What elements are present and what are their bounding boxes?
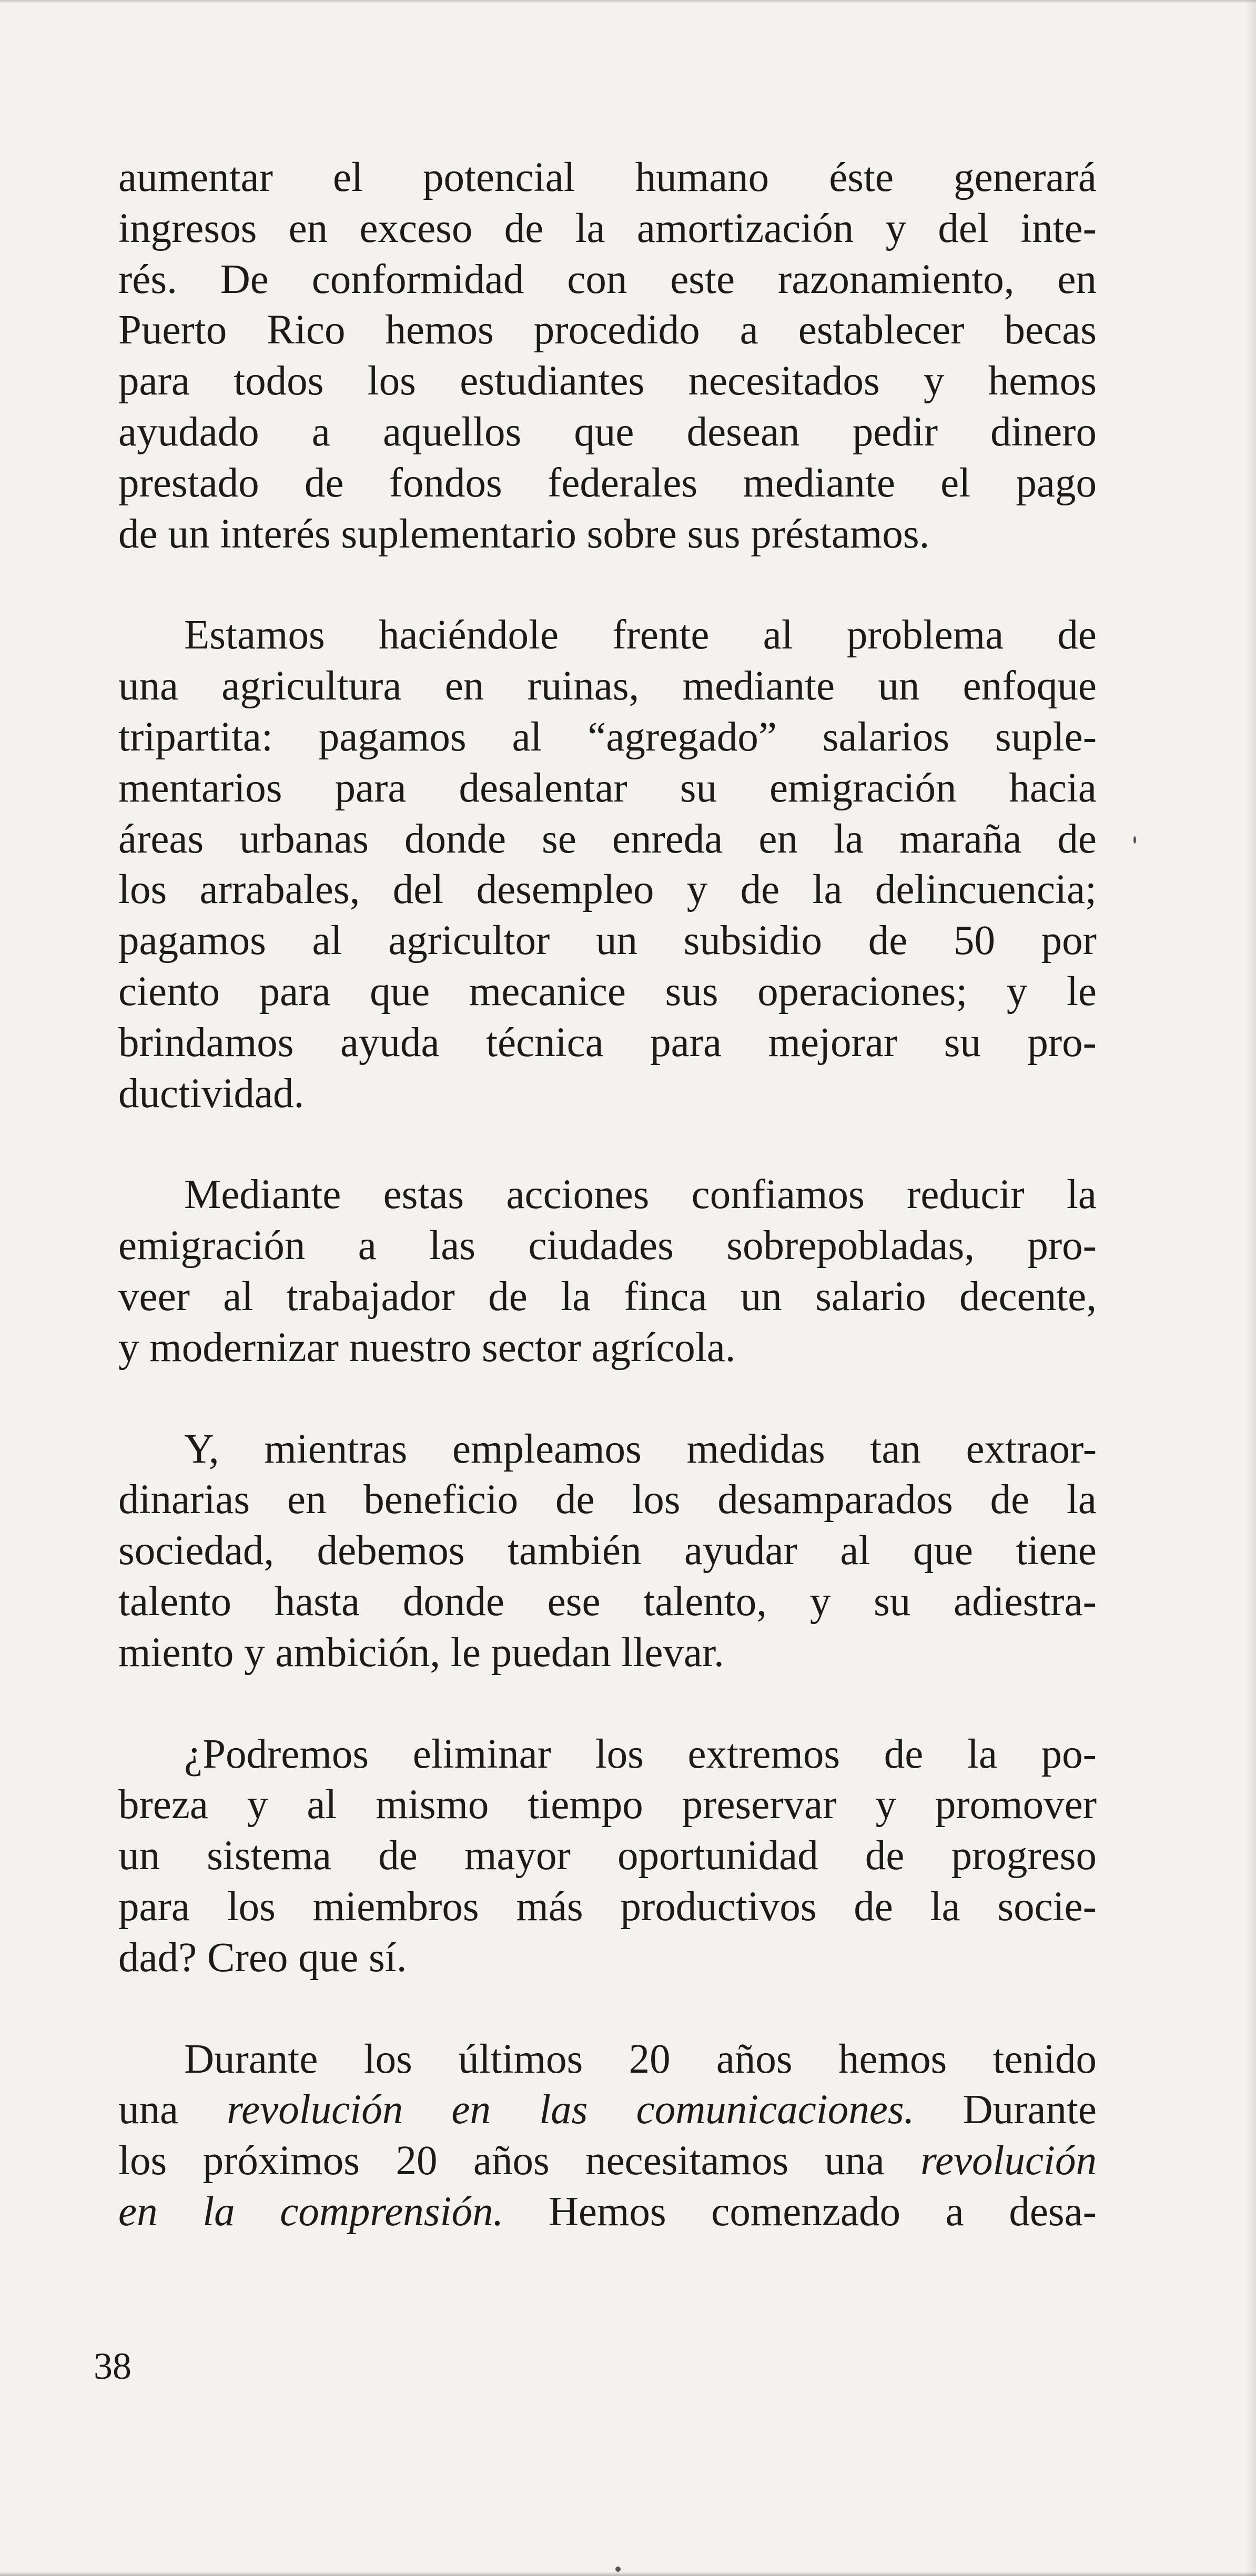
italic-phrase: revolución bbox=[920, 2138, 1097, 2184]
text-line: ¿Podremos eliminar los extremos de la po- bbox=[184, 1731, 1097, 1777]
text-line: talento hasta donde ese talento, y su adiestra- bbox=[118, 1578, 1097, 1625]
text-line bbox=[118, 2187, 1097, 2238]
text-run: los próximos 20 años necesitamos una bbox=[118, 2138, 921, 2184]
text-line bbox=[118, 2034, 1097, 2085]
text-line: dinarias en beneficio de los desamparados de la bbox=[118, 1477, 1097, 1523]
paragraph-1 bbox=[118, 153, 1097, 560]
text-line: miento y ambición, le puedan llevar. bbox=[118, 1629, 724, 1676]
text-line: Puerto Rico hemos procedido a establecer becas bbox=[118, 307, 1097, 353]
text-line: los arrabales, del desempleo y de la delincuencia; bbox=[118, 867, 1097, 913]
text-line: brindamos ayuda técnica para mejorar su pro- bbox=[118, 1019, 1097, 1066]
text-line: veer al trabajador de la finca un salario decente, bbox=[118, 1273, 1097, 1320]
text-line: ductividad. bbox=[118, 1070, 305, 1117]
page-top-edge bbox=[0, 0, 1256, 3]
paragraph-5 bbox=[118, 1729, 1097, 1984]
text-line: tripartita: pagamos al “agregado” salarios suple- bbox=[118, 714, 1097, 760]
text-line bbox=[118, 2136, 1097, 2187]
paragraph-4 bbox=[118, 1424, 1097, 1679]
text-run: una bbox=[118, 2087, 227, 2133]
paper-speck bbox=[615, 2567, 621, 2572]
text-line: prestado de fondos federales mediante el pago bbox=[118, 460, 1097, 506]
text-line: rés. De conformidad con este razonamiento, en bbox=[118, 256, 1097, 302]
italic-phrase: revolución en las comunicaciones. bbox=[227, 2087, 915, 2133]
text-line: breza y al mismo tiempo preservar y promover bbox=[118, 1782, 1097, 1828]
text-line: para los miembros más productivos de la socie- bbox=[118, 1883, 1097, 1930]
text-line: ayudado a aquellos que desean pedir dinero bbox=[118, 409, 1097, 455]
text-line bbox=[118, 2085, 1097, 2136]
text-line: para todos los estudiantes necesitados y hemos bbox=[118, 358, 1097, 404]
text-run: Hemos comenzado a desa- bbox=[503, 2188, 1097, 2235]
text-line: dad? Creo que sí. bbox=[118, 1934, 407, 1981]
text-line: Y, mientras empleamos medidas tan extraor- bbox=[184, 1426, 1097, 1472]
text-line: aumentar el potencial humano éste generará bbox=[118, 155, 1097, 200]
text-line: Estamos haciéndole frente al problema de bbox=[184, 612, 1097, 658]
body-text bbox=[118, 153, 1097, 2238]
text-line: Mediante estas acciones confiamos reducir la bbox=[184, 1172, 1097, 1218]
text-line: pagamos al agricultor un subsidio de 50 por bbox=[118, 918, 1097, 964]
text-run: Durante los últimos 20 años hemos tenido bbox=[184, 2036, 1097, 2082]
text-line: de un interés suplementario sobre sus préstamos. bbox=[118, 511, 930, 557]
text-line: emigración a las ciudades sobrepobladas, pro- bbox=[118, 1223, 1097, 1269]
page-bottom-edge bbox=[0, 2572, 1256, 2576]
paper-speck bbox=[1133, 836, 1136, 844]
page-number: 38 bbox=[94, 2345, 131, 2387]
paragraph-3 bbox=[118, 1170, 1097, 1373]
italic-phrase: en la comprensión. bbox=[118, 2188, 504, 2235]
text-line: un sistema de mayor oportunidad de progreso bbox=[118, 1833, 1097, 1879]
text-line: ciento para que mecanice sus operaciones; y le bbox=[118, 968, 1097, 1015]
text-run: Durante bbox=[914, 2087, 1097, 2133]
text-line: mentarios para desalentar su emigración hacia bbox=[118, 765, 1097, 811]
text-line: sociedad, debemos también ayudar al que tiene bbox=[118, 1528, 1097, 1574]
text-line: ingresos en exceso de la amortización y del inte- bbox=[118, 205, 1097, 251]
text-line: áreas urbanas donde se enreda en la maraña de bbox=[118, 816, 1097, 862]
text-line: y modernizar nuestro sector agrícola. bbox=[118, 1324, 736, 1371]
paragraph-6 bbox=[118, 2034, 1097, 2238]
paragraph-2 bbox=[118, 610, 1097, 1119]
page-right-edge-shadow bbox=[1244, 0, 1256, 2576]
text-line: una agricultura en ruinas, mediante un enfoque bbox=[118, 663, 1097, 709]
